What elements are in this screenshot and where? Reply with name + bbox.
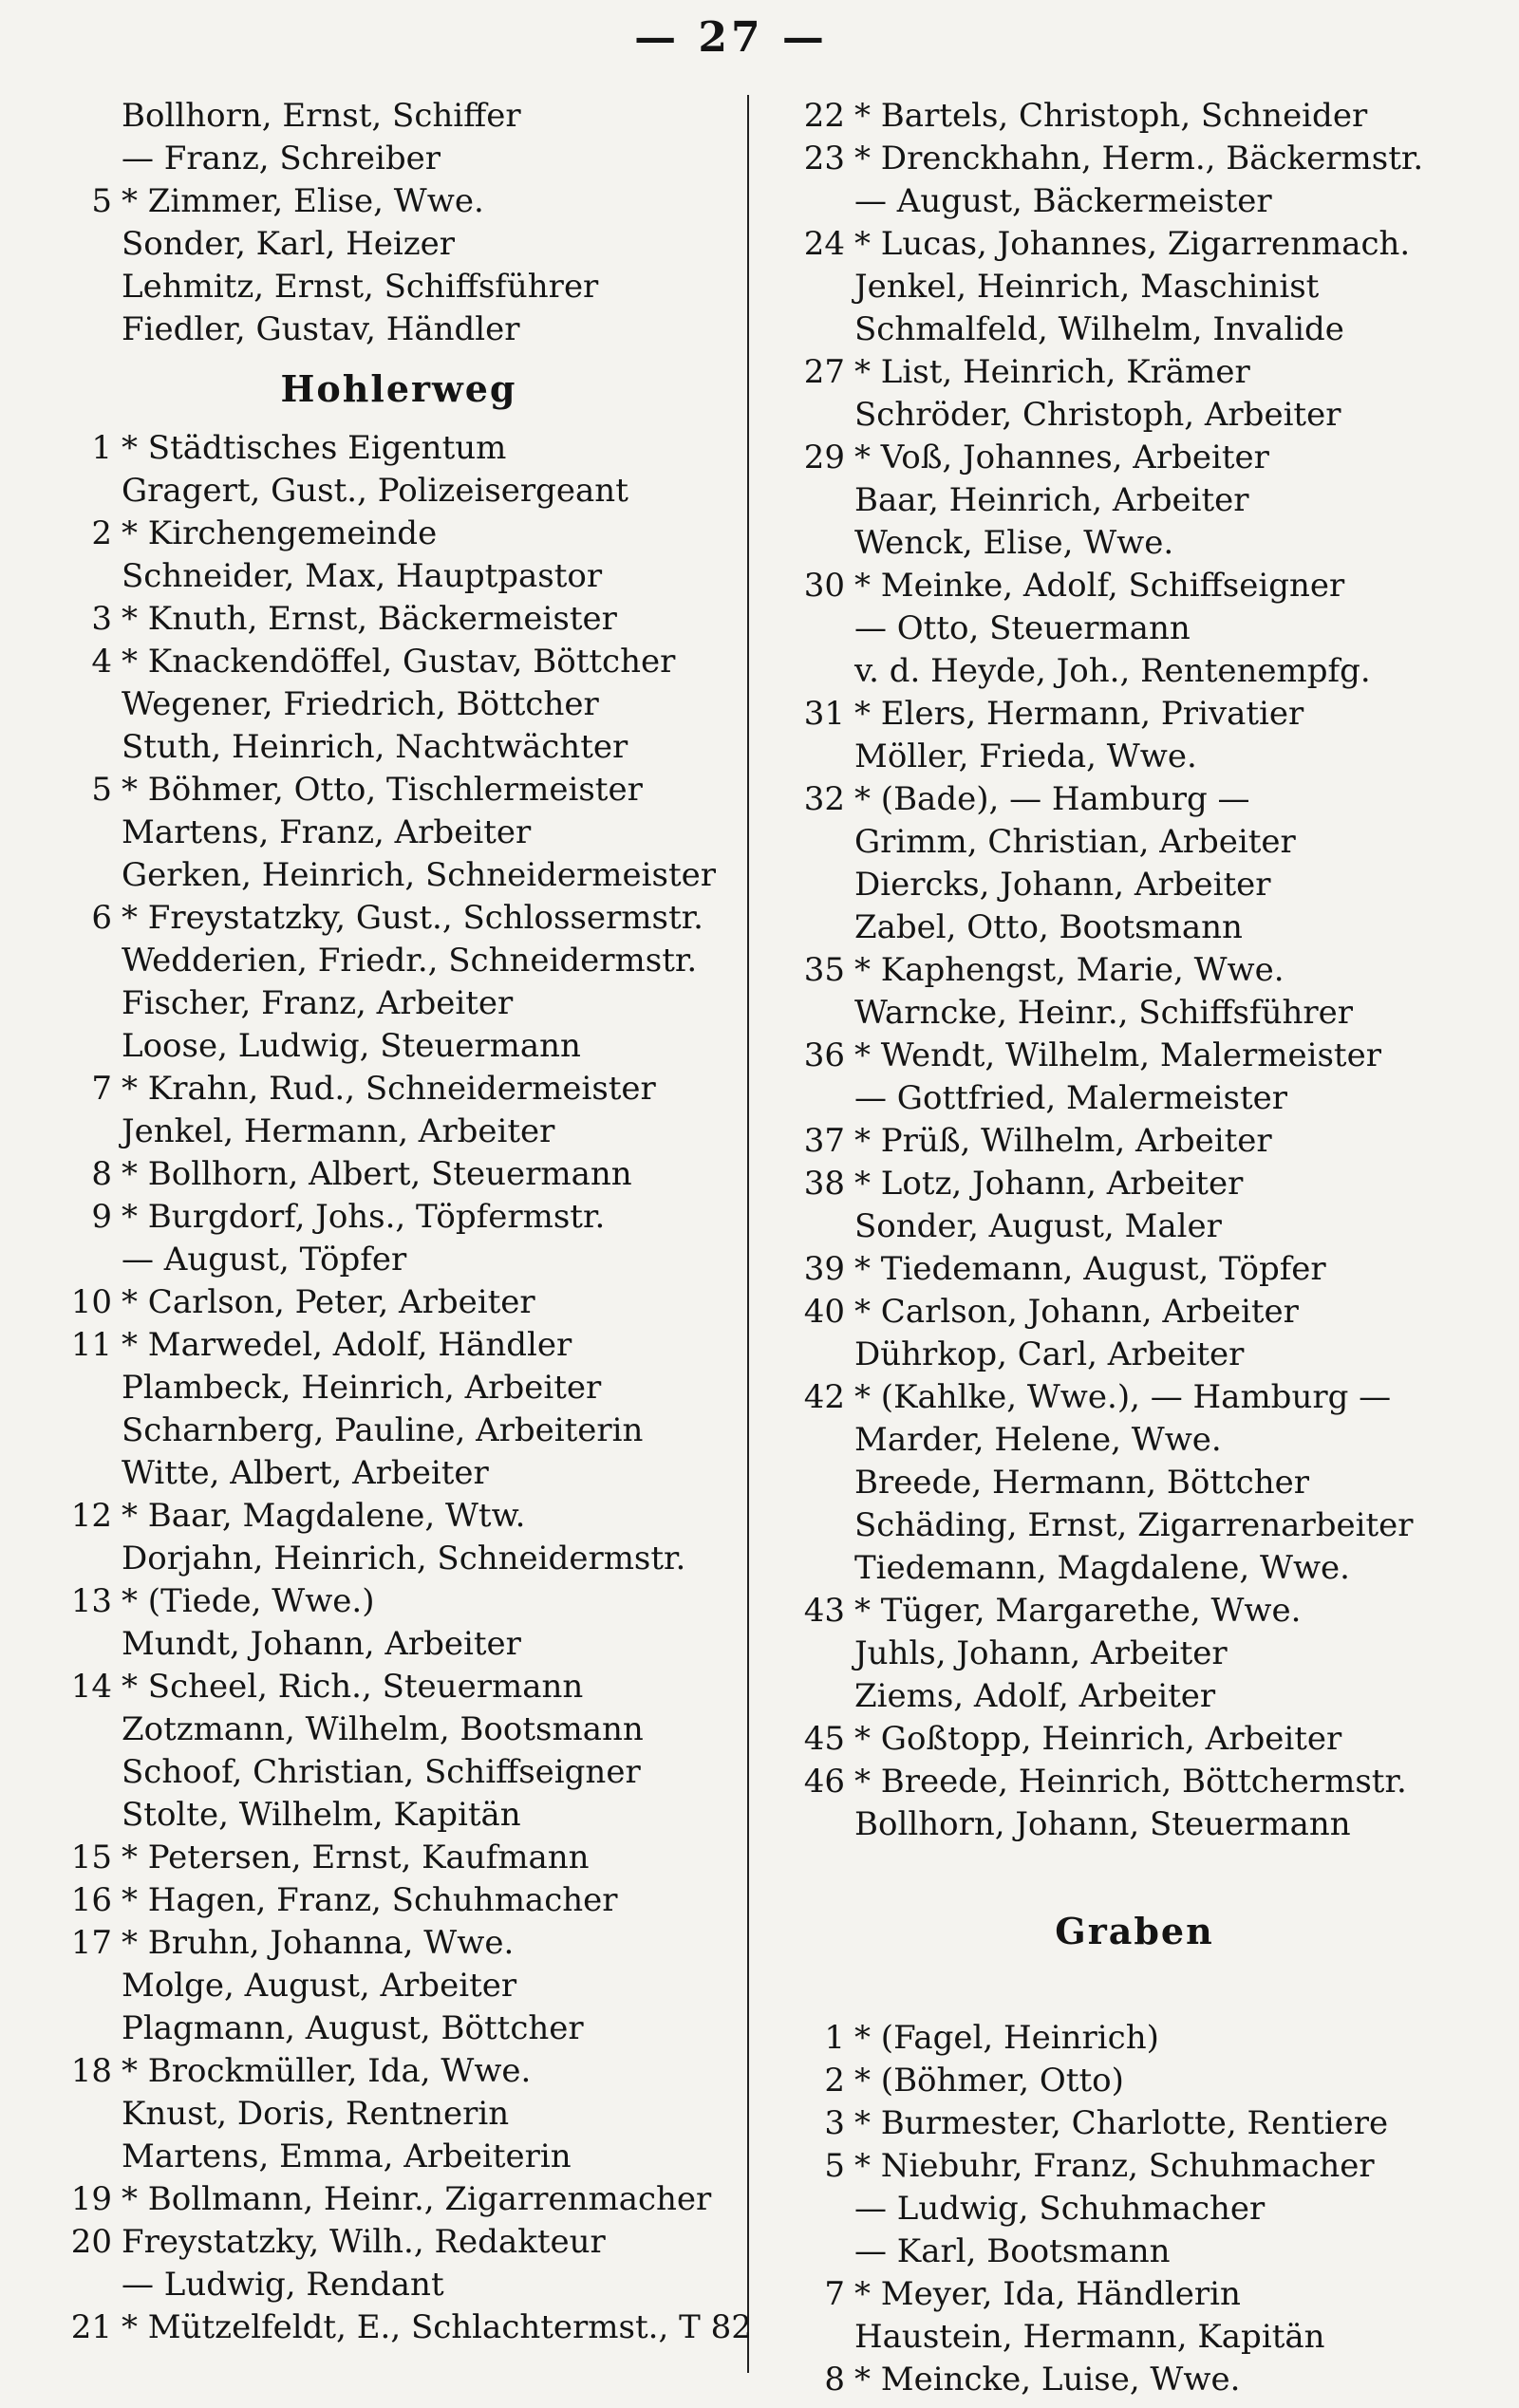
house-number: 2 <box>91 514 112 552</box>
resident-text: Witte, Albert, Arbeiter <box>122 1454 489 1492</box>
house-number: 36 <box>803 1036 845 1074</box>
resident-entry <box>755 949 1514 992</box>
resident-text: Stuth, Heinrich, Nachtwächter <box>122 728 628 766</box>
resident-text: Bollhorn, Ernst, Schiffer <box>122 97 521 135</box>
resident-text: Ziems, Adolf, Arbeiter <box>854 1677 1216 1715</box>
house-number: 7 <box>824 2275 845 2313</box>
resident-entry <box>38 427 760 470</box>
resident-entry <box>755 1248 1514 1291</box>
resident-text: Wegener, Friedrich, Böttcher <box>122 685 599 723</box>
resident-text: Fischer, Franz, Arbeiter <box>122 984 514 1022</box>
resident-entry <box>38 2050 760 2093</box>
house-number: 16 <box>70 1881 112 1919</box>
resident-entry <box>38 2136 760 2178</box>
house-number: 4 <box>91 643 112 681</box>
resident-entry <box>38 2264 760 2306</box>
resident-text: Sonder, Karl, Heizer <box>122 225 456 263</box>
resident-text: * Carlson, Johann, Arbeiter <box>854 1293 1299 1331</box>
resident-entry <box>755 2231 1514 2273</box>
resident-text: Fiedler, Gustav, Händler <box>122 310 520 348</box>
resident-entry <box>755 1462 1514 1504</box>
resident-entry <box>38 95 760 138</box>
resident-entry <box>755 1419 1514 1462</box>
resident-entry <box>38 555 760 598</box>
resident-entry <box>38 598 760 641</box>
resident-text: * Tiedemann, August, Töpfer <box>854 1250 1326 1288</box>
street-heading <box>38 351 760 427</box>
house-number: 12 <box>70 1497 112 1535</box>
resident-text: * Bollhorn, Albert, Steuermann <box>122 1155 632 1193</box>
house-number: 20 <box>70 2223 112 2261</box>
resident-text: * Baar, Magdalene, Wtw. <box>122 1497 526 1535</box>
house-number: 3 <box>824 2104 845 2142</box>
resident-entry <box>755 1590 1514 1633</box>
resident-text: Gerken, Heinrich, Schneidermeister <box>122 856 716 894</box>
house-number: 32 <box>803 780 845 818</box>
house-number: 37 <box>803 1122 845 1160</box>
resident-text: * (Tiede, Wwe.) <box>122 1582 375 1620</box>
resident-text: — Franz, Schreiber <box>122 140 441 177</box>
resident-entry <box>755 864 1514 906</box>
resident-text: * Elers, Hermann, Privatier <box>854 695 1304 733</box>
resident-entry <box>755 479 1514 522</box>
house-number: 1 <box>824 2019 845 2057</box>
resident-entry <box>755 1120 1514 1163</box>
resident-text: * (Fagel, Heinrich) <box>854 2019 1159 2057</box>
resident-entry <box>755 1718 1514 1761</box>
resident-entry <box>38 1666 760 1708</box>
resident-entry <box>755 394 1514 437</box>
house-number: 19 <box>70 2180 112 2218</box>
resident-entry <box>755 2145 1514 2188</box>
resident-entry <box>38 1196 760 1239</box>
resident-text: Zabel, Otto, Bootsmann <box>854 908 1243 946</box>
resident-entry <box>755 2359 1514 2401</box>
resident-entry <box>38 1751 760 1794</box>
house-number: 27 <box>803 353 845 391</box>
resident-entry <box>38 1879 760 1922</box>
resident-text: Haustein, Hermann, Kapitän <box>854 2318 1325 2356</box>
resident-text: * List, Heinrich, Krämer <box>854 353 1250 391</box>
resident-entry <box>38 1452 760 1495</box>
resident-text: * Wendt, Wilhelm, Malermeister <box>854 1036 1381 1074</box>
resident-text: — Gottfried, Malermeister <box>854 1079 1288 1117</box>
resident-text: Jenkel, Hermann, Arbeiter <box>122 1112 555 1150</box>
resident-entry <box>38 1153 760 1196</box>
right-column <box>755 95 1514 2401</box>
resident-entry <box>755 1675 1514 1718</box>
resident-text: Freystatzky, Wilh., Redakteur <box>122 2223 606 2261</box>
resident-entry <box>755 992 1514 1035</box>
spacer <box>755 1846 1514 1894</box>
resident-text: Wedderien, Friedr., Schneidermstr. <box>122 942 698 980</box>
house-number: 6 <box>91 899 112 937</box>
resident-entry <box>755 1334 1514 1376</box>
page-number: — 27 — <box>634 13 828 62</box>
resident-text: * Brockmüller, Ida, Wwe. <box>122 2052 532 2090</box>
resident-text: Mundt, Johann, Arbeiter <box>122 1625 521 1663</box>
resident-text: — Otto, Steuermann <box>854 609 1191 647</box>
house-number: 21 <box>70 2308 112 2346</box>
resident-entry <box>38 1580 760 1623</box>
house-number: 5 <box>91 771 112 809</box>
resident-text: Martens, Franz, Arbeiter <box>122 813 532 851</box>
house-number: 43 <box>803 1592 845 1630</box>
resident-entry <box>755 95 1514 138</box>
resident-entry <box>38 470 760 513</box>
resident-entry <box>38 982 760 1025</box>
resident-text: * Meyer, Ida, Händlerin <box>854 2275 1241 2313</box>
resident-entry <box>755 522 1514 565</box>
resident-entry <box>755 778 1514 821</box>
resident-text: Zotzmann, Wilhelm, Bootsmann <box>122 1710 644 1748</box>
resident-text: Juhls, Johann, Arbeiter <box>854 1634 1228 1672</box>
resident-entry <box>755 1504 1514 1547</box>
resident-text: * Lucas, Johannes, Zigarrenmach. <box>854 225 1411 263</box>
street-name: Graben <box>1055 1910 1214 1952</box>
resident-entry <box>38 1965 760 2007</box>
resident-text: * Städtisches Eigentum <box>122 429 507 467</box>
resident-entry <box>38 1409 760 1452</box>
resident-text: * Burmester, Charlotte, Rentiere <box>854 2104 1389 2142</box>
resident-text: Bollhorn, Johann, Steuermann <box>854 1805 1351 1843</box>
house-number: 14 <box>70 1668 112 1706</box>
resident-text: Martens, Emma, Arbeiterin <box>122 2137 572 2175</box>
resident-text: Breede, Hermann, Böttcher <box>854 1464 1310 1502</box>
resident-entry <box>38 1367 760 1409</box>
resident-entry <box>38 308 760 351</box>
house-number: 45 <box>803 1720 845 1758</box>
resident-entry <box>38 180 760 223</box>
resident-entry <box>38 683 760 726</box>
street-name: Hohlerweg <box>280 367 517 410</box>
resident-text: * Marwedel, Adolf, Händler <box>122 1326 572 1364</box>
house-number: 18 <box>70 2052 112 2090</box>
resident-entry <box>755 1547 1514 1590</box>
resident-text: * Bartels, Christoph, Schneider <box>854 97 1368 135</box>
house-number: 31 <box>803 695 845 733</box>
resident-text: * Knuth, Ernst, Bäckermeister <box>122 600 617 638</box>
resident-text: Marder, Helene, Wwe. <box>854 1421 1222 1459</box>
resident-text: v. d. Heyde, Joh., Rentenempfg. <box>854 652 1371 690</box>
resident-entry <box>755 906 1514 949</box>
house-number: 8 <box>91 1155 112 1193</box>
resident-text: Baar, Heinrich, Arbeiter <box>854 481 1249 519</box>
resident-entry <box>38 1239 760 1281</box>
house-number: 23 <box>803 140 845 177</box>
resident-text: Tiedemann, Magdalene, Wwe. <box>854 1549 1350 1587</box>
house-number: 29 <box>803 439 845 476</box>
house-number: 7 <box>91 1070 112 1108</box>
resident-text: * Freystatzky, Gust., Schlossermstr. <box>122 899 703 937</box>
resident-entry <box>38 223 760 266</box>
resident-entry <box>38 726 760 769</box>
resident-entry <box>38 266 760 308</box>
resident-entry <box>755 693 1514 736</box>
resident-text: * Carlson, Peter, Arbeiter <box>122 1283 535 1321</box>
resident-entry <box>755 2017 1514 2060</box>
resident-text: Knust, Doris, Rentnerin <box>122 2095 510 2133</box>
house-number: 3 <box>91 600 112 638</box>
resident-text: Grimm, Christian, Arbeiter <box>854 823 1296 861</box>
resident-entry <box>38 2093 760 2136</box>
resident-entry <box>38 513 760 555</box>
resident-text: * Mützelfeldt, E., Schlachtermst., T 82 <box>122 2308 752 2346</box>
resident-entry <box>38 1068 760 1111</box>
house-number: 17 <box>70 1924 112 1962</box>
house-number: 40 <box>803 1293 845 1331</box>
resident-text: Sonder, August, Maler <box>854 1207 1222 1245</box>
resident-entry <box>755 351 1514 394</box>
resident-entry <box>38 1111 760 1153</box>
resident-text: Lehmitz, Ernst, Schiffsführer <box>122 268 599 306</box>
resident-entry <box>755 1291 1514 1334</box>
resident-text: Molge, August, Arbeiter <box>122 1967 517 2005</box>
house-number: 2 <box>824 2062 845 2100</box>
resident-entry <box>755 2188 1514 2231</box>
resident-entry <box>755 607 1514 650</box>
resident-text: * Kaphengst, Marie, Wwe. <box>854 951 1285 989</box>
resident-text: Schröder, Christoph, Arbeiter <box>854 396 1341 434</box>
resident-text: * Meincke, Luise, Wwe. <box>854 2361 1241 2399</box>
resident-entry <box>755 308 1514 351</box>
resident-entry <box>38 2178 760 2221</box>
resident-text: — August, Bäckermeister <box>854 182 1272 220</box>
house-number: 8 <box>824 2361 845 2399</box>
resident-text: * Niebuhr, Franz, Schuhmacher <box>854 2147 1375 2185</box>
house-number: 5 <box>824 2147 845 2185</box>
resident-text: Schäding, Ernst, Zigarrenarbeiter <box>854 1506 1414 1544</box>
resident-entry <box>755 1376 1514 1419</box>
resident-entry <box>38 1837 760 1879</box>
house-number: 9 <box>91 1198 112 1236</box>
resident-text: * Burgdorf, Johs., Töpfermstr. <box>122 1198 606 1236</box>
house-number: 42 <box>803 1378 845 1416</box>
house-number: 15 <box>70 1839 112 1876</box>
resident-entry <box>38 897 760 940</box>
resident-entry <box>38 2221 760 2264</box>
resident-text: Möller, Frieda, Wwe. <box>854 737 1197 775</box>
street-heading <box>755 1894 1514 1969</box>
resident-entry <box>755 1077 1514 1120</box>
resident-text: Dorjahn, Heinrich, Schneidermstr. <box>122 1540 686 1577</box>
resident-text: * Drenckhahn, Herm., Bäckermstr. <box>854 140 1424 177</box>
resident-entry <box>38 812 760 854</box>
resident-text: Stolte, Wilhelm, Kapitän <box>122 1796 521 1834</box>
resident-text: * Kirchengemeinde <box>122 514 438 552</box>
resident-text: * Goßtopp, Heinrich, Arbeiter <box>854 1720 1342 1758</box>
resident-entry <box>755 180 1514 223</box>
resident-text: * (Kahlke, Wwe.), — Hamburg — <box>854 1378 1392 1416</box>
resident-text: * Krahn, Rud., Schneidermeister <box>122 1070 656 1108</box>
resident-entry <box>38 1922 760 1965</box>
resident-entry <box>38 2007 760 2050</box>
resident-entry <box>755 223 1514 266</box>
resident-text: * Hagen, Franz, Schuhmacher <box>122 1881 618 1919</box>
house-number: 5 <box>91 182 112 220</box>
house-number: 38 <box>803 1165 845 1203</box>
resident-text: Schmalfeld, Wilhelm, Invalide <box>854 310 1344 348</box>
resident-text: * (Böhmer, Otto) <box>854 2062 1124 2100</box>
resident-text: Plambeck, Heinrich, Arbeiter <box>122 1369 602 1407</box>
resident-entry <box>755 1163 1514 1205</box>
resident-entry <box>755 565 1514 607</box>
house-number: 35 <box>803 951 845 989</box>
resident-entry <box>755 736 1514 778</box>
resident-text: * Knackendöffel, Gustav, Böttcher <box>122 643 676 681</box>
resident-entry <box>755 2060 1514 2102</box>
resident-entry <box>38 1025 760 1068</box>
resident-text: * Breede, Heinrich, Böttchermstr. <box>854 1763 1407 1801</box>
resident-entry <box>38 1324 760 1367</box>
house-number: 24 <box>803 225 845 263</box>
resident-text: — Karl, Bootsmann <box>854 2232 1171 2270</box>
resident-entry <box>755 437 1514 479</box>
resident-text: Jenkel, Heinrich, Maschinist <box>854 268 1320 306</box>
house-number: 11 <box>70 1326 112 1364</box>
resident-entry <box>755 1761 1514 1803</box>
resident-text: * Petersen, Ernst, Kaufmann <box>122 1839 590 1876</box>
resident-text: * Tüger, Margarethe, Wwe. <box>854 1592 1302 1630</box>
resident-text: * Meinke, Adolf, Schiffseigner <box>854 567 1345 605</box>
resident-text: Schneider, Max, Hauptpastor <box>122 557 603 595</box>
resident-entry <box>38 641 760 683</box>
resident-text: * Prüß, Wilhelm, Arbeiter <box>854 1122 1272 1160</box>
resident-entry <box>38 1623 760 1666</box>
resident-text: Diercks, Johann, Arbeiter <box>854 866 1271 904</box>
spacer <box>755 1969 1514 2017</box>
resident-entry <box>755 1205 1514 1248</box>
house-number: 39 <box>803 1250 845 1288</box>
resident-text: Schoof, Christian, Schiffseigner <box>122 1753 641 1791</box>
resident-entry <box>755 650 1514 693</box>
house-number: 13 <box>70 1582 112 1620</box>
house-number: 46 <box>803 1763 845 1801</box>
resident-text: Warncke, Heinr., Schiffsführer <box>854 994 1353 1032</box>
house-number: 30 <box>803 567 845 605</box>
resident-entry <box>38 1794 760 1837</box>
resident-entry <box>38 1538 760 1580</box>
resident-entry <box>38 854 760 897</box>
resident-text: Dührkop, Carl, Arbeiter <box>854 1335 1245 1373</box>
resident-entry <box>38 1281 760 1324</box>
resident-text: Loose, Ludwig, Steuermann <box>122 1027 581 1065</box>
resident-text: * Scheel, Rich., Steuermann <box>122 1668 584 1706</box>
resident-text: * Lotz, Johann, Arbeiter <box>854 1165 1244 1203</box>
resident-text: — August, Töpfer <box>122 1241 407 1279</box>
resident-entry <box>38 1495 760 1538</box>
resident-entry <box>755 1803 1514 1846</box>
resident-text: * Voß, Johannes, Arbeiter <box>854 439 1269 476</box>
resident-entry <box>38 940 760 982</box>
resident-text: Wenck, Elise, Wwe. <box>854 524 1174 562</box>
resident-text: * Böhmer, Otto, Tischlermeister <box>122 771 643 809</box>
house-number: 22 <box>803 97 845 135</box>
resident-text: Gragert, Gust., Polizeisergeant <box>122 472 628 510</box>
resident-entry <box>38 138 760 180</box>
resident-entry <box>755 2316 1514 2359</box>
resident-entry <box>755 1035 1514 1077</box>
resident-entry <box>755 1633 1514 1675</box>
resident-entry <box>755 821 1514 864</box>
resident-text: * (Bade), — Hamburg — <box>854 780 1250 818</box>
resident-entry <box>38 769 760 812</box>
resident-entry <box>38 1708 760 1751</box>
resident-text: — Ludwig, Schuhmacher <box>854 2190 1266 2228</box>
left-column <box>38 95 760 2349</box>
resident-entry <box>755 2102 1514 2145</box>
resident-entry <box>755 2273 1514 2316</box>
resident-text: * Bruhn, Johanna, Wwe. <box>122 1924 515 1962</box>
resident-text: Plagmann, August, Böttcher <box>122 2009 584 2047</box>
resident-text: — Ludwig, Rendant <box>122 2266 444 2304</box>
resident-text: * Bollmann, Heinr., Zigarrenmacher <box>122 2180 712 2218</box>
house-number: 10 <box>70 1283 112 1321</box>
resident-entry <box>38 2306 760 2349</box>
resident-text: * Zimmer, Elise, Wwe. <box>122 182 484 220</box>
resident-entry <box>755 266 1514 308</box>
house-number: 1 <box>91 429 112 467</box>
resident-entry <box>755 138 1514 180</box>
resident-text: Scharnberg, Pauline, Arbeiterin <box>122 1411 644 1449</box>
